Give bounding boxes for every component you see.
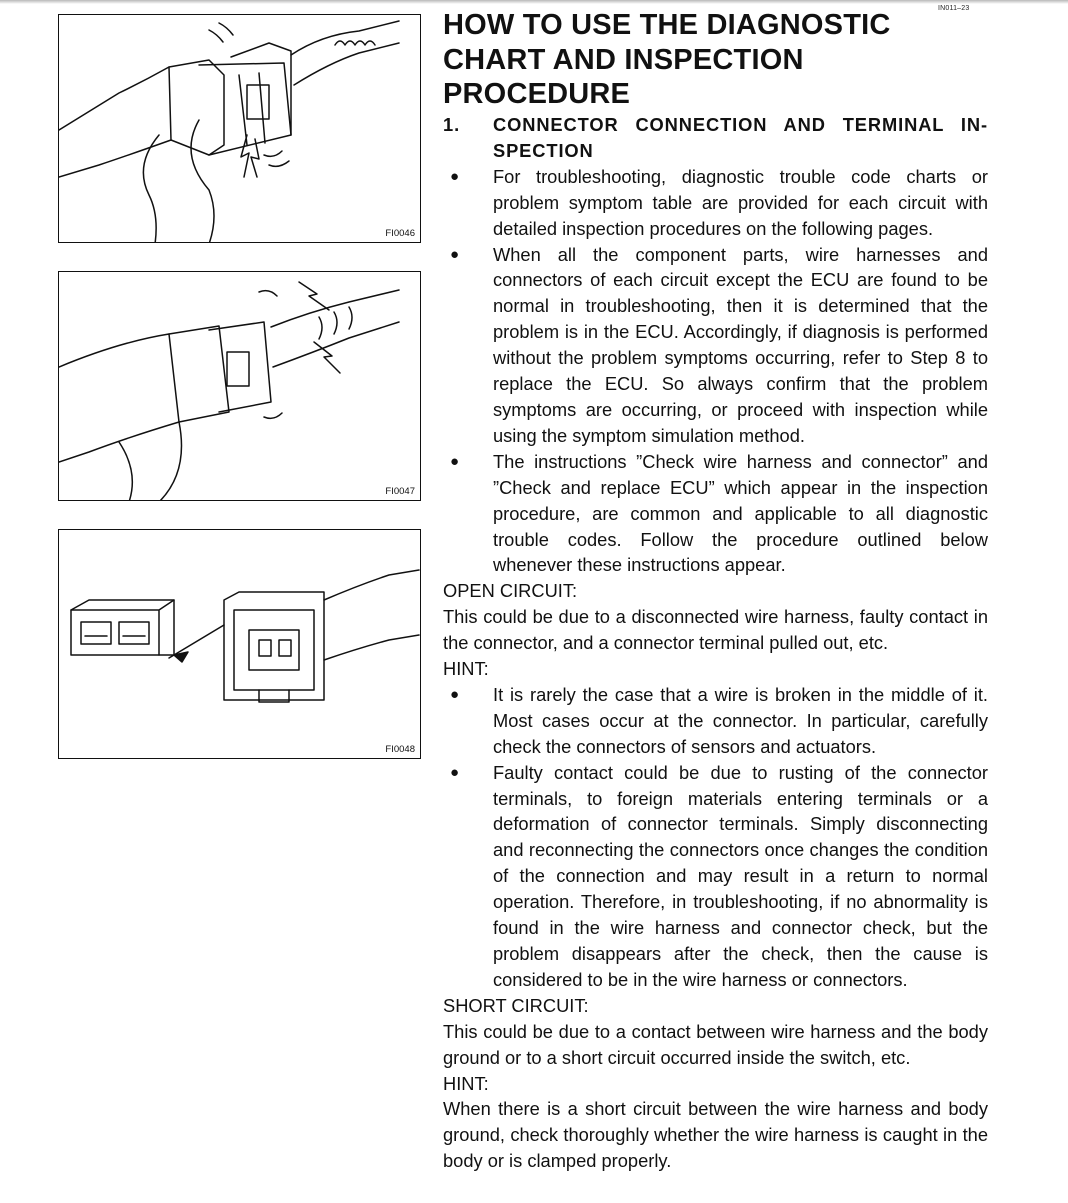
- bullet-text: For troubleshooting, diagnostic trouble code charts or problem symptom table are provided for each circuit with detailed inspection procedures on the following pages.: [493, 165, 988, 239]
- page-code: IN011–23: [938, 5, 970, 12]
- short-circuit-text: This could be due to a contact between wire harness and the body ground or to a short circuit occurred inside the switch, etc.: [443, 1020, 988, 1068]
- intro-bullet: [443, 164, 988, 242]
- bullet-icon: ●: [450, 763, 460, 781]
- figure-code: FI0048: [385, 744, 415, 755]
- open-circuit-hint: [443, 760, 988, 993]
- open-circuit-hint-label: HINT:: [443, 658, 489, 680]
- open-circuit-hint: [443, 682, 988, 760]
- body-text: [443, 112, 988, 1174]
- figure-code: FI0047: [385, 486, 415, 497]
- short-circuit-hint-text: When there is a short circuit between the wire harness and body ground, check thoroughly whether the wire harness is caught in the body or is clamped properly.: [443, 1098, 988, 1172]
- figure-connector-wiggle: [58, 14, 421, 243]
- figure-code: FI0046: [385, 228, 415, 239]
- section-title: CONNECTOR CONNECTION AND TERMINAL IN-SPECTION: [493, 114, 988, 161]
- page-title: [443, 8, 1003, 112]
- title-line: PROCEDURE: [443, 78, 631, 110]
- connector-wiggle-illustration: [59, 15, 421, 243]
- bullet-text: The instructions ”Check wire harness and connector” and ”Check and replace ECU” which appear in the inspection procedure, are common and applicable to all diagnostic trouble codes. Follow the procedure outlined below whenever these instructions appear.: [493, 450, 988, 576]
- bullet-text: When all the component parts, wire harnesses and connectors of each circuit except the ECU are found to be normal in troubleshooting, then it is determined that the problem is in the ECU. Accordingly, if diagnosis is performed without the problem symptoms occurring, refer to Step 8 to replace the ECU. So always confirm that the problem symptoms are occurring, or proceed with inspection while using the symptom simulation method.: [493, 243, 988, 446]
- harness-wiggle-illustration: [59, 272, 421, 501]
- terminal-removal-illustration: [59, 530, 421, 759]
- intro-bullet: [443, 449, 988, 579]
- bullet-text: Faulty contact could be due to rusting of the connector terminals, to foreign materials entering terminals or a deformation of connector terminals. Simply disconnecting and reconnecting the connectors once changes the condition of the connection and may result in a return to normal operation. Therefore, in troubleshooting, if no abnormality is found in the wire harness and connector check, but the problem disappears after the check, then the cause is considered to be in the wire harness or connectors.: [493, 761, 988, 990]
- short-circuit-label: SHORT CIRCUIT:: [443, 994, 589, 1016]
- bullet-icon: ●: [450, 452, 460, 470]
- bullet-icon: ●: [450, 167, 460, 185]
- short-circuit-hint-label: HINT:: [443, 1072, 489, 1094]
- intro-bullet: [443, 242, 988, 449]
- bullet-icon: ●: [450, 245, 460, 263]
- page-top-rule: [0, 0, 1068, 4]
- open-circuit-label: OPEN CIRCUIT:: [443, 580, 578, 602]
- figure-harness-wiggle: [58, 271, 421, 501]
- section-number: 1.: [443, 114, 461, 135]
- open-circuit-text: This could be due to a disconnected wire harness, faulty contact in the connector, and a connector terminal pulled out, etc.: [443, 606, 988, 654]
- section-heading: [443, 112, 988, 164]
- title-line: HOW TO USE THE DIAGNOSTIC: [443, 9, 891, 41]
- figure-terminal-removal: [58, 529, 421, 759]
- bullet-text: It is rarely the case that a wire is broken in the middle of it. Most cases occur at the connector. In particular, carefully check the connectors of sensors and actuators.: [493, 683, 988, 757]
- title-line: CHART AND INSPECTION: [443, 43, 804, 76]
- bullet-icon: ●: [450, 685, 460, 703]
